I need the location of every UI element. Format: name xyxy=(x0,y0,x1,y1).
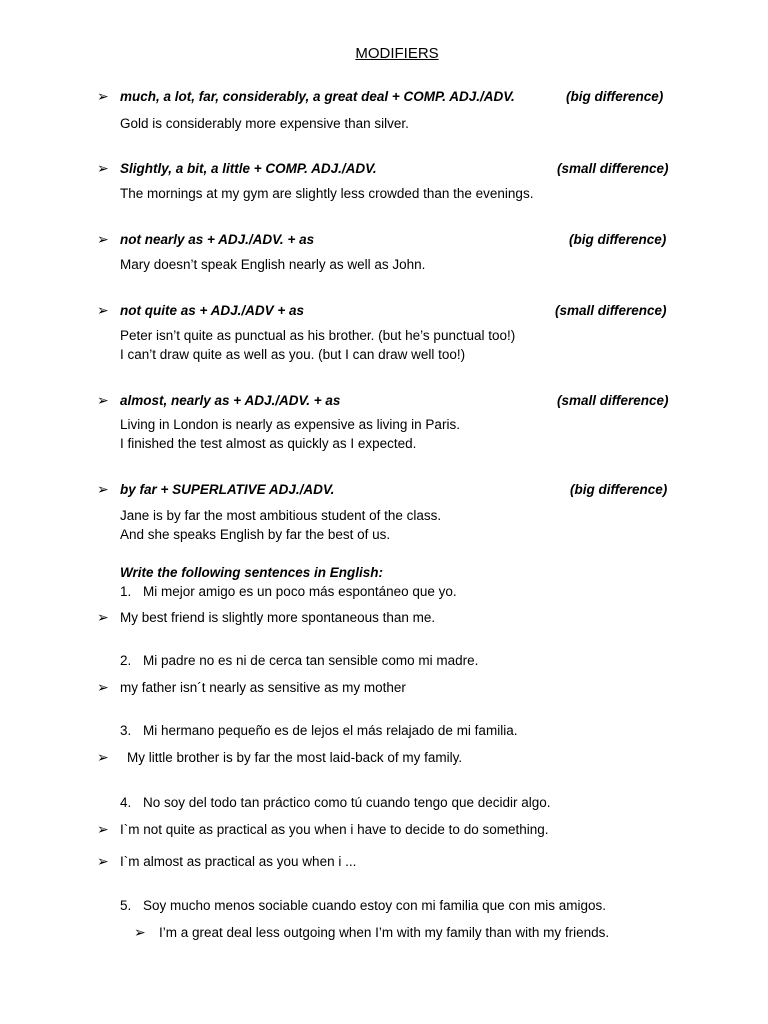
bullet-icon: ➢ xyxy=(134,924,146,940)
example-sentence: I finished the test almost as quickly as I expected. xyxy=(120,436,417,451)
question-number: 4. xyxy=(120,795,132,810)
example-sentence: I can’t draw quite as well as you. (but I can draw well too!) xyxy=(120,347,466,362)
example-sentence: Jane is by far the most ambitious student of the class. xyxy=(120,508,442,523)
rule-heading: almost, nearly as + ADJ./ADV. + as xyxy=(120,393,341,408)
answer-text: I’m a great deal less outgoing when I’m with my family than with my friends. xyxy=(159,925,610,940)
question-number: 5. xyxy=(120,898,132,913)
example-sentence: Living in London is nearly as expensive as living in Paris. xyxy=(120,417,460,432)
bullet-icon: ➢ xyxy=(97,302,109,318)
question-text: Mi mejor amigo es un poco más espontáneo que yo. xyxy=(143,584,457,599)
page-title: MODIFIERS xyxy=(355,45,439,62)
rule-heading: Slightly, a bit, a little + COMP. ADJ./ADV. xyxy=(120,161,377,176)
answer-text: My little brother is by far the most laid-back of my family. xyxy=(127,750,463,765)
example-sentence: Peter isn’t quite as punctual as his brother. (but he’s punctual too!) xyxy=(120,328,516,343)
bullet-icon: ➢ xyxy=(97,231,109,247)
answer-text: My best friend is slightly more spontaneous than me. xyxy=(120,610,436,625)
answer-text: my father isn´t nearly as sensitive as my mother xyxy=(120,680,406,695)
example-sentence: Gold is considerably more expensive than silver. xyxy=(120,116,409,131)
difference-label: (big difference) xyxy=(569,232,667,247)
question-number: 3. xyxy=(120,723,132,738)
bullet-icon: ➢ xyxy=(97,392,109,408)
difference-label: (big difference) xyxy=(570,482,668,497)
rule-heading: by far + SUPERLATIVE ADJ./ADV. xyxy=(120,482,335,497)
rule-heading: not quite as + ADJ./ADV + as xyxy=(120,303,305,318)
bullet-icon: ➢ xyxy=(97,679,109,695)
question-text: Mi hermano pequeño es de lejos el más relajado de mi familia. xyxy=(143,723,518,738)
answer-text: I`m not quite as practical as you when i have to decide to do something. xyxy=(120,822,549,837)
example-sentence: The mornings at my gym are slightly less crowded than the evenings. xyxy=(120,186,534,201)
question-text: No soy del todo tan práctico como tú cuando tengo que decidir algo. xyxy=(143,795,551,810)
bullet-icon: ➢ xyxy=(97,88,109,104)
rule-heading: much, a lot, far, considerably, a great deal + COMP. ADJ./ADV. xyxy=(120,89,515,104)
question-number: 1. xyxy=(120,584,132,599)
answer-text: I`m almost as practical as you when i ... xyxy=(120,854,357,869)
example-sentence: Mary doesn’t speak English nearly as well as John. xyxy=(120,257,426,272)
question-text: Mi padre no es ni de cerca tan sensible como mi madre. xyxy=(143,653,479,668)
difference-label: (small difference) xyxy=(557,393,669,408)
exercise-instruction: Write the following sentences in English: xyxy=(120,565,384,580)
question-text: Soy mucho menos sociable cuando estoy con mi familia que con mis amigos. xyxy=(143,898,606,913)
rule-heading: not nearly as + ADJ./ADV. + as xyxy=(120,232,315,247)
question-number: 2. xyxy=(120,653,132,668)
bullet-icon: ➢ xyxy=(97,481,109,497)
difference-label: (big difference) xyxy=(566,89,664,104)
example-sentence: And she speaks English by far the best of us. xyxy=(120,527,391,542)
bullet-icon: ➢ xyxy=(97,749,109,765)
difference-label: (small difference) xyxy=(557,161,669,176)
difference-label: (small difference) xyxy=(555,303,667,318)
bullet-icon: ➢ xyxy=(97,821,109,837)
bullet-icon: ➢ xyxy=(97,609,109,625)
bullet-icon: ➢ xyxy=(97,853,109,869)
bullet-icon: ➢ xyxy=(97,160,109,176)
